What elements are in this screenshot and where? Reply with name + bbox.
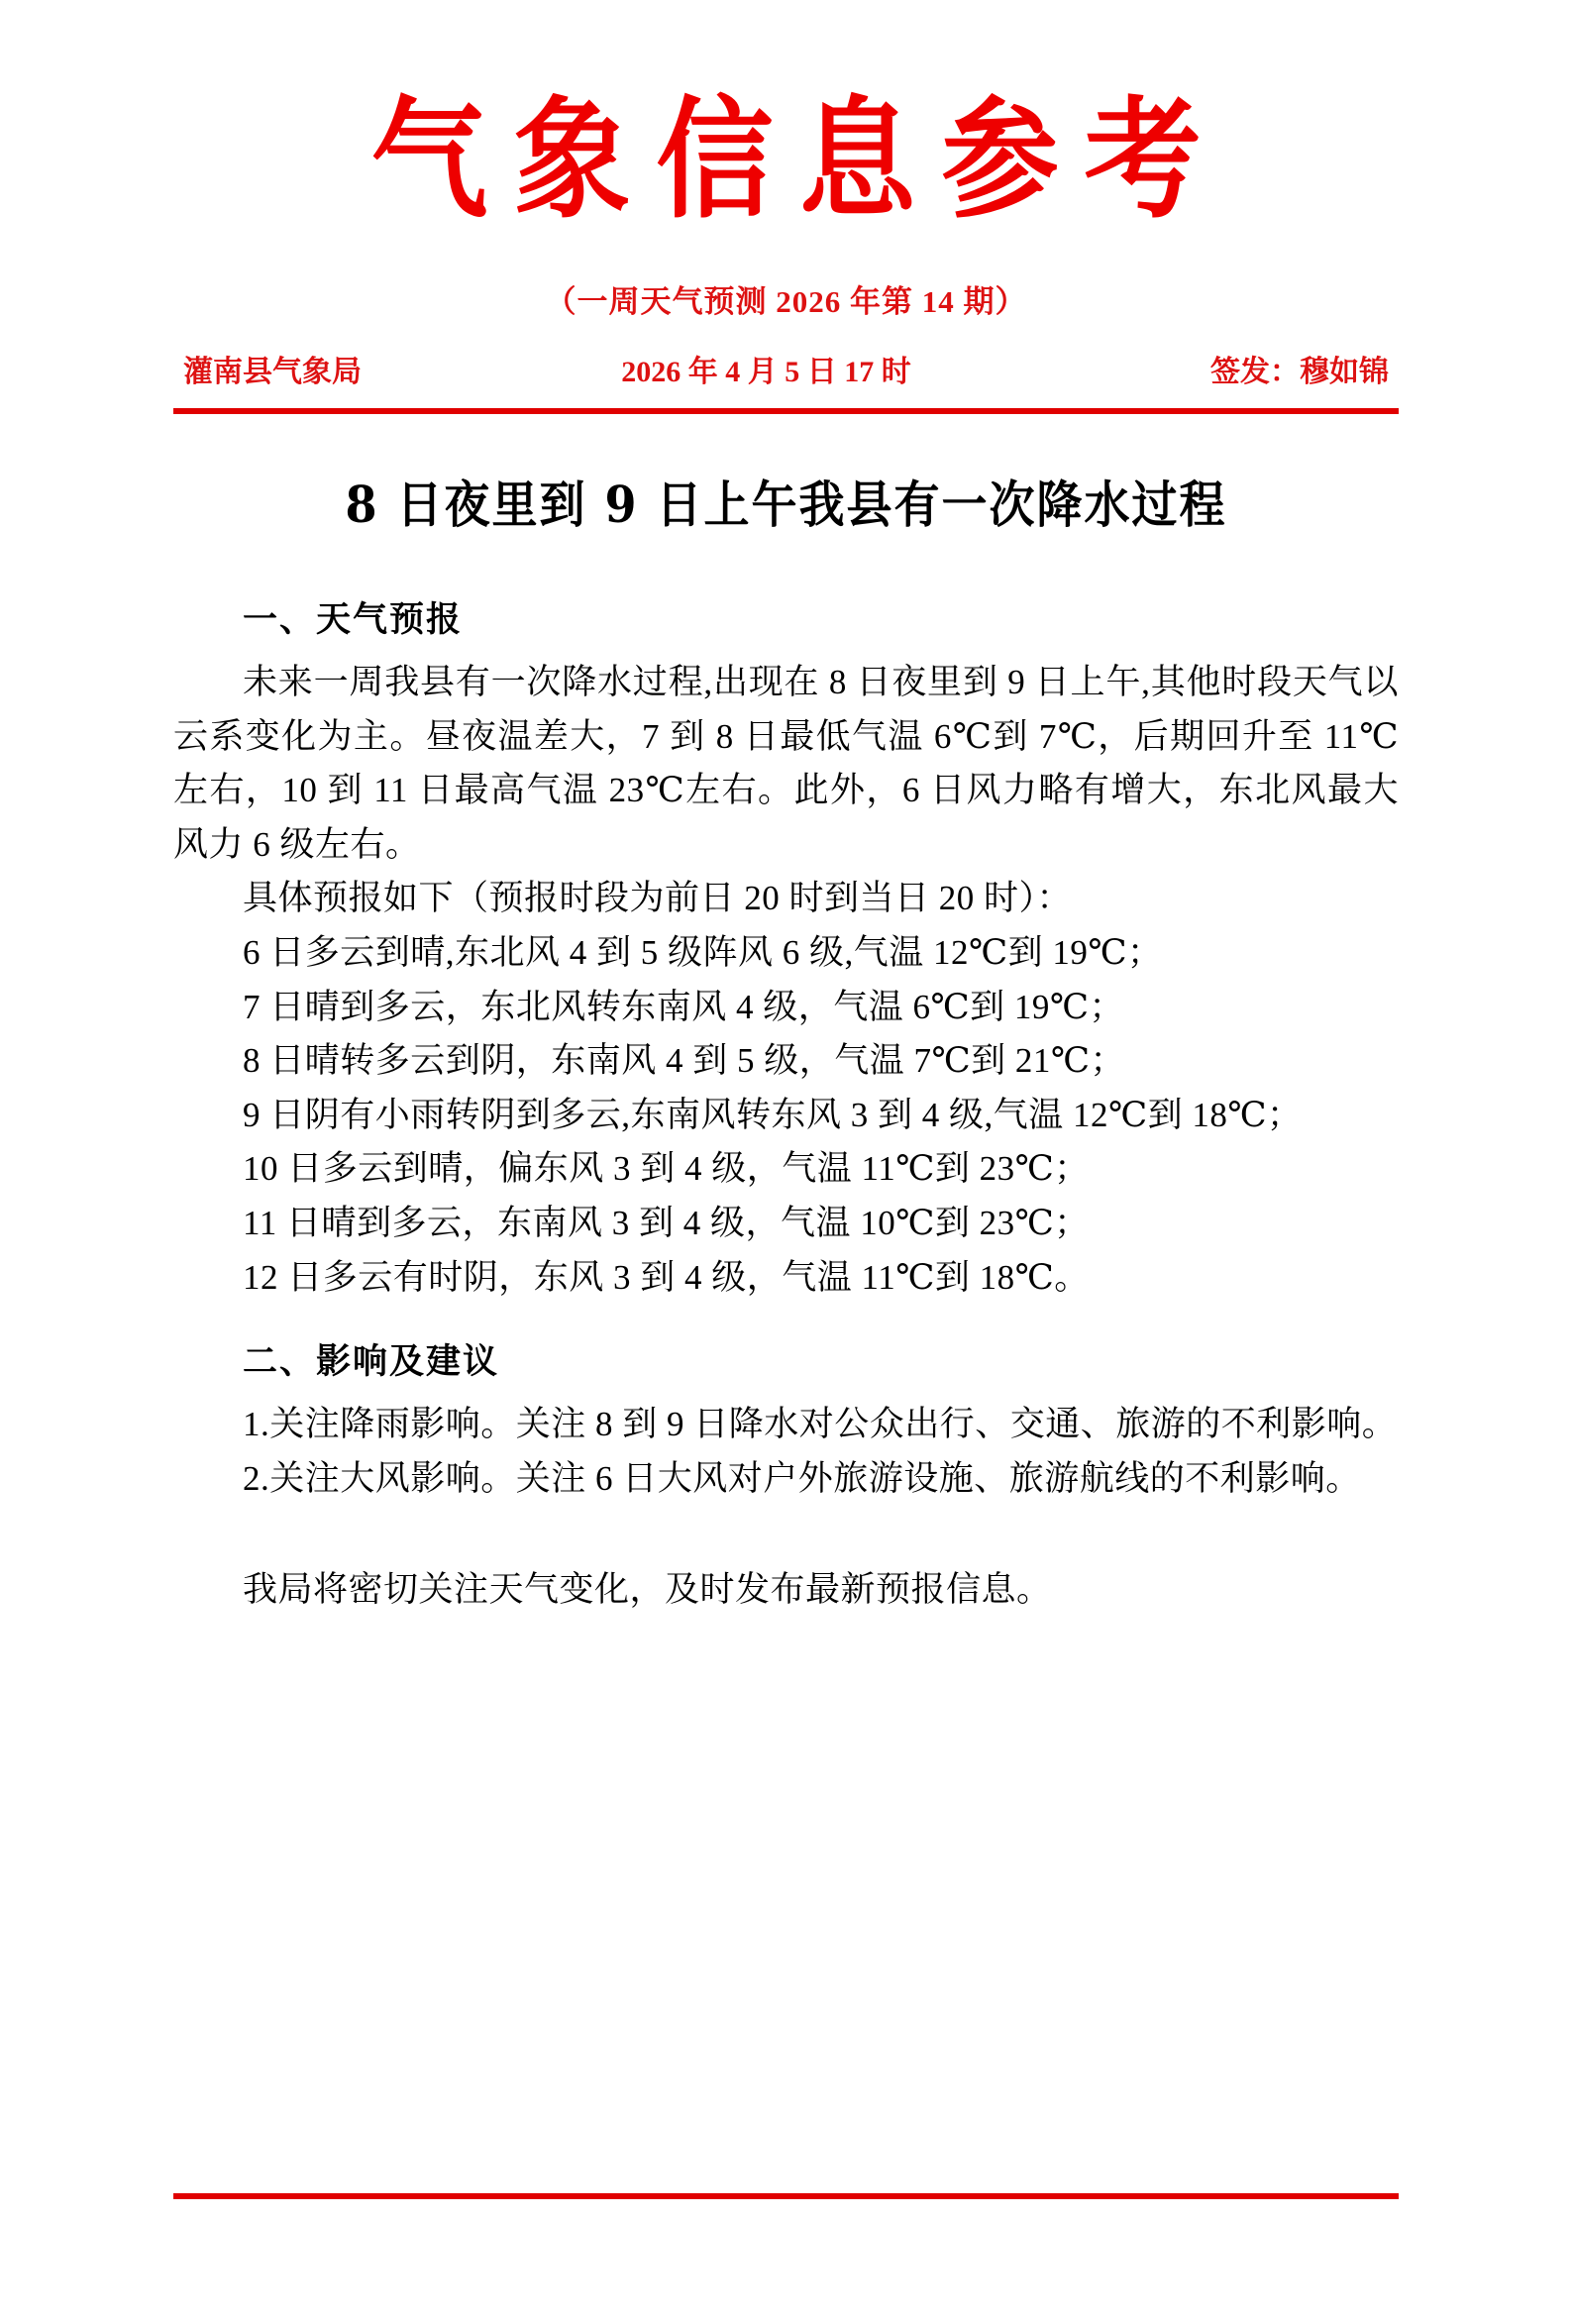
impact-item-1: 1.关注降雨影响。关注 8 到 9 日降水对公众出行、交通、旅游的不利影响。 bbox=[243, 1405, 1398, 1444]
publication-subtitle: （一周天气预测 2026 年第 14 期） bbox=[545, 284, 1027, 319]
issuing-office: 灌南县气象局 bbox=[183, 356, 362, 388]
forecast-intro-paragraph: 未来一周我县有一次降水过程,出现在 8 日夜里到 9 日上午,其他时段天气以云系变化为主。昼夜温差大，7 到 8 日最低气温 6℃到 7℃，后期回升至 11℃左右，10 到 11 日最高气温 23℃左右。此外，6 日风力略有增大，东北风最大风力 6 级左右。 bbox=[173, 663, 1399, 864]
footer-divider bbox=[173, 2193, 1399, 2199]
section-heading-forecast: 一、天气预报 bbox=[243, 600, 464, 640]
forecast-period-note: 具体预报如下（预报时段为前日 20 时到当日 20 时）： bbox=[243, 879, 1073, 918]
masthead bbox=[173, 0, 1399, 317]
document-body bbox=[173, 592, 1399, 1618]
closing-statement: 我局将密切关注天气变化，及时发布最新预报信息。 bbox=[243, 1570, 1052, 1610]
forecast-day-10: 10 日多云到晴，偏东风 3 到 4 级，气温 11℃到 23℃； bbox=[243, 1149, 1090, 1189]
forecast-day-11: 11 日晴到多云，东南风 3 到 4 级，气温 10℃到 23℃； bbox=[243, 1203, 1090, 1242]
issue-datetime: 2026 年 4 月 5 日 17 时 bbox=[621, 356, 911, 388]
section-heading-impact: 二、影响及建议 bbox=[243, 1342, 500, 1383]
forecast-day-6: 6 日多云到晴,东北风 4 到 5 级阵风 6 级,气温 12℃到 19℃； bbox=[243, 932, 1163, 972]
page-title: 8 日夜里到 9 日上午我县有一次降水过程 bbox=[345, 475, 1227, 535]
forecast-day-9: 9 日阴有小雨转阴到多云,东南风转东风 3 到 4 级,气温 12℃到 18℃； bbox=[243, 1095, 1303, 1134]
forecast-day-12: 12 日多云有时阴，东风 3 到 4 级，气温 11℃到 18℃。 bbox=[243, 1257, 1090, 1297]
issuer-row bbox=[173, 347, 1399, 390]
forecast-day-7: 7 日晴到多云，东北风转东南风 4 级，气温 6℃到 19℃； bbox=[243, 987, 1125, 1026]
impact-item-2: 2.关注大风影响。关注 6 日大风对户外旅游设施、旅游航线的不利影响。 bbox=[243, 1458, 1361, 1498]
header-divider bbox=[173, 408, 1399, 414]
forecast-day-8: 8 日晴转多云到阴，东南风 4 到 5 级，气温 7℃到 21℃； bbox=[243, 1041, 1126, 1081]
signer: 签发：穆如锦 bbox=[1210, 356, 1389, 388]
publication-title: 气象信息参考 bbox=[370, 81, 1227, 237]
